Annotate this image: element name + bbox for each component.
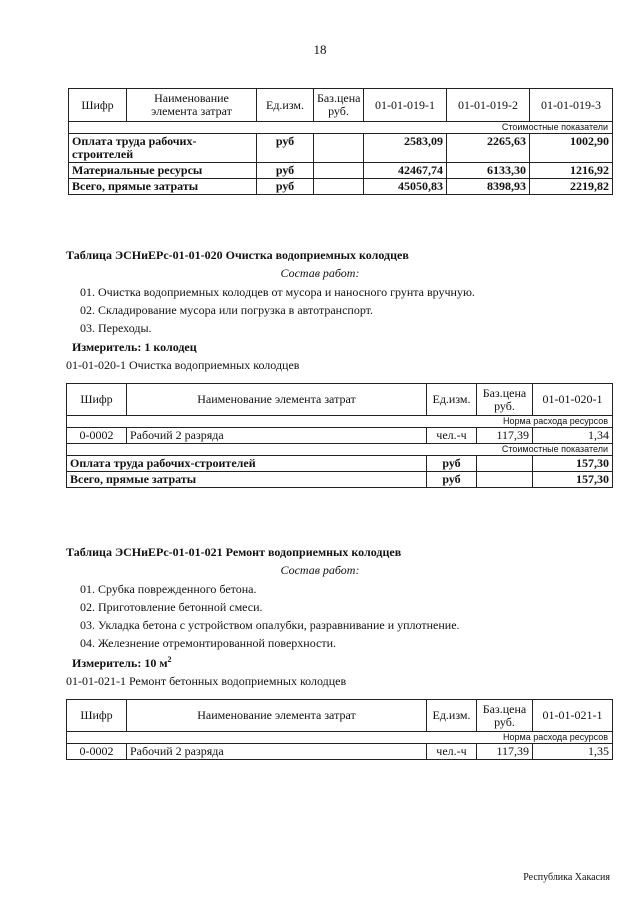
item-title: 01-01-021-1 Ремонт бетонных водоприемных колодцев — [66, 674, 347, 688]
row-value: 157,30 — [533, 472, 613, 488]
meter-label: Измеритель: 1 колодец — [72, 340, 197, 354]
row-code: 0-0002 — [67, 744, 127, 760]
work-step: 01. Очистка водоприемных колодцев от мусора и наносного грунта вручную. — [80, 285, 475, 299]
subheader-cost: Стоимостные показатели — [67, 444, 613, 456]
composition-label: Состав работ: — [280, 563, 360, 577]
work-step: 02. Складирование мусора или погрузка в автотранспорт. — [80, 303, 374, 317]
header-col1: 01-01-019-1 — [364, 89, 447, 122]
header-col1: 01-01-021-1 — [533, 700, 613, 732]
subheader-norm: Норма расхода ресурсов — [67, 732, 613, 744]
meter-text: Измеритель: 10 м — [72, 656, 168, 670]
header-name: Наименование элемента затрат — [127, 700, 427, 732]
row-unit: чел.-ч — [427, 428, 477, 444]
row-unit: руб — [427, 456, 477, 472]
row-value: 6133,30 — [447, 163, 530, 179]
row-value: 2583,09 — [364, 134, 447, 163]
work-step: 03. Укладка бетона с устройством опалубки, разравнивание и уплотнение. — [80, 618, 460, 632]
row-value: 8398,93 — [447, 179, 530, 195]
row-name: Всего, прямые затраты — [69, 179, 257, 195]
footer-region: Республика Хакасия — [523, 872, 610, 883]
row-name: Материальные ресурсы — [69, 163, 257, 179]
row-code: 0-0002 — [67, 428, 127, 444]
row-price — [314, 134, 364, 163]
row-price: 117,39 — [477, 428, 533, 444]
meter-label — [72, 655, 172, 671]
row-value: 1216,92 — [530, 163, 613, 179]
header-col2: 01-01-019-2 — [447, 89, 530, 122]
row-price — [314, 163, 364, 179]
header-price: Баз.цена руб. — [477, 700, 533, 732]
header-unit: Ед.изм. — [427, 384, 477, 416]
table-01-01-021 — [66, 699, 613, 760]
page-number: 18 — [313, 42, 327, 57]
header-code: Шифр — [67, 700, 127, 732]
row-name: Оплата труда рабочих-строителей — [69, 134, 257, 163]
row-name: Оплата труда рабочих-строителей — [67, 456, 427, 472]
header-price: Баз.цена руб. — [314, 89, 364, 122]
row-unit: руб — [427, 472, 477, 488]
header-unit: Ед.изм. — [257, 89, 314, 122]
composition-label: Состав работ: — [280, 266, 360, 280]
section-title: Таблица ЭСНиЕРс-01-01-021 Ремонт водоприемных колодцев — [66, 545, 402, 559]
work-step: 03. Переходы. — [80, 321, 152, 335]
work-step: 04. Железнение отремонтированной поверхности. — [80, 636, 336, 650]
header-name: Наименование элемента затрат — [127, 89, 257, 122]
section-title: Таблица ЭСНиЕРс-01-01-020 Очистка водоприемных колодцев — [66, 248, 409, 262]
header-code: Шифр — [67, 384, 127, 416]
row-name: Рабочий 2 разряда — [127, 744, 427, 760]
row-value: 45050,83 — [364, 179, 447, 195]
subheader-cost: Стоимостные показатели — [69, 122, 613, 134]
row-value: 1,34 — [533, 428, 613, 444]
row-price: 117,39 — [477, 744, 533, 760]
header-col1: 01-01-020-1 — [533, 384, 613, 416]
item-title: 01-01-020-1 Очистка водоприемных колодцев — [66, 358, 300, 372]
header-code: Шифр — [69, 89, 127, 122]
row-value: 1002,90 — [530, 134, 613, 163]
row-value: 42467,74 — [364, 163, 447, 179]
row-name: Рабочий 2 разряда — [127, 428, 427, 444]
row-value: 157,30 — [533, 456, 613, 472]
row-unit: руб — [257, 163, 314, 179]
header-price: Баз.цена руб. — [477, 384, 533, 416]
row-value: 2219,82 — [530, 179, 613, 195]
row-price — [477, 456, 533, 472]
header-name: Наименование элемента затрат — [127, 384, 427, 416]
row-price — [314, 179, 364, 195]
header-unit: Ед.изм. — [427, 700, 477, 732]
meter-sup: 2 — [167, 655, 172, 664]
header-col3: 01-01-019-3 — [530, 89, 613, 122]
row-value: 1,35 — [533, 744, 613, 760]
row-unit: руб — [257, 134, 314, 163]
row-price — [477, 472, 533, 488]
table-01-01-019 — [68, 88, 613, 195]
row-value: 2265,63 — [447, 134, 530, 163]
work-step: 01. Срубка поврежденного бетона. — [80, 582, 257, 596]
row-name: Всего, прямые затраты — [67, 472, 427, 488]
work-step: 02. Приготовление бетонной смеси. — [80, 600, 263, 614]
table-01-01-020 — [66, 383, 613, 488]
row-unit: руб — [257, 179, 314, 195]
subheader-norm: Норма расхода ресурсов — [67, 416, 613, 428]
row-unit: чел.-ч — [427, 744, 477, 760]
